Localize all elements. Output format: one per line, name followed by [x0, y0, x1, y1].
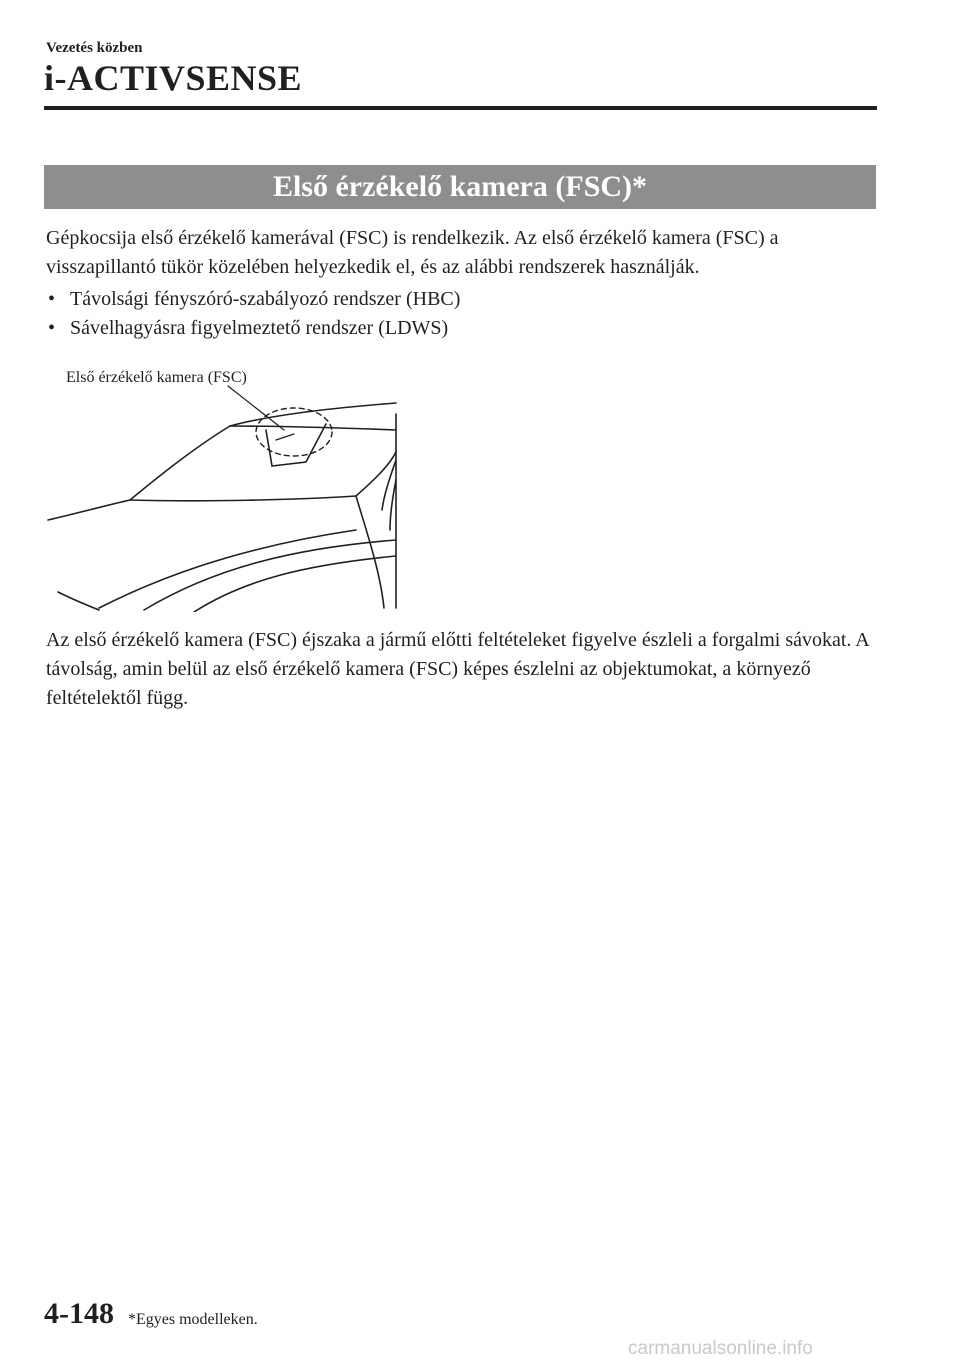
- bullet-icon: •: [48, 288, 56, 310]
- footnote: *Egyes modelleken.: [128, 1311, 258, 1328]
- list-item: [46, 314, 460, 343]
- bullet-icon: •: [48, 317, 56, 339]
- windshield-camera-illustration: [44, 380, 404, 612]
- description-paragraph: Az első érzékelő kamera (FSC) éjszaka a jármű előtti feltételeket figyelve észleli a forgalmi sávokat. A távolság, amin belül az első érzékelő kamera (FSC) képes észlelni az objektumokat, a környező feltételektől függ.: [46, 629, 869, 709]
- header-rule: [44, 106, 877, 110]
- section-title: i-ACTIVSENSE: [44, 58, 303, 98]
- systems-list: [46, 285, 460, 343]
- list-item-text: Sávelhagyásra figyelmeztető rendszer (LDWS): [70, 317, 449, 339]
- chapter-title: Vezetés közben: [46, 40, 143, 56]
- topic-title: Első érzékelő kamera (FSC)*: [272, 170, 648, 203]
- page-number: 4-148: [44, 1297, 114, 1330]
- list-item: [46, 285, 460, 314]
- figure-callout-label: Első érzékelő kamera (FSC): [66, 369, 247, 386]
- intro-paragraph: Gépkocsija első érzékelő kamerával (FSC) is rendelkezik. Az első érzékelő kamera (FSC) a visszapillantó tükör közelében helyezkedik el, és az alábbi rendszerek használják.: [46, 227, 779, 278]
- topic-banner: [44, 165, 876, 209]
- watermark: carmanualsonline.info: [628, 1338, 813, 1359]
- list-item-text: Távolsági fényszóró-szabályozó rendszer (HBC): [70, 288, 461, 310]
